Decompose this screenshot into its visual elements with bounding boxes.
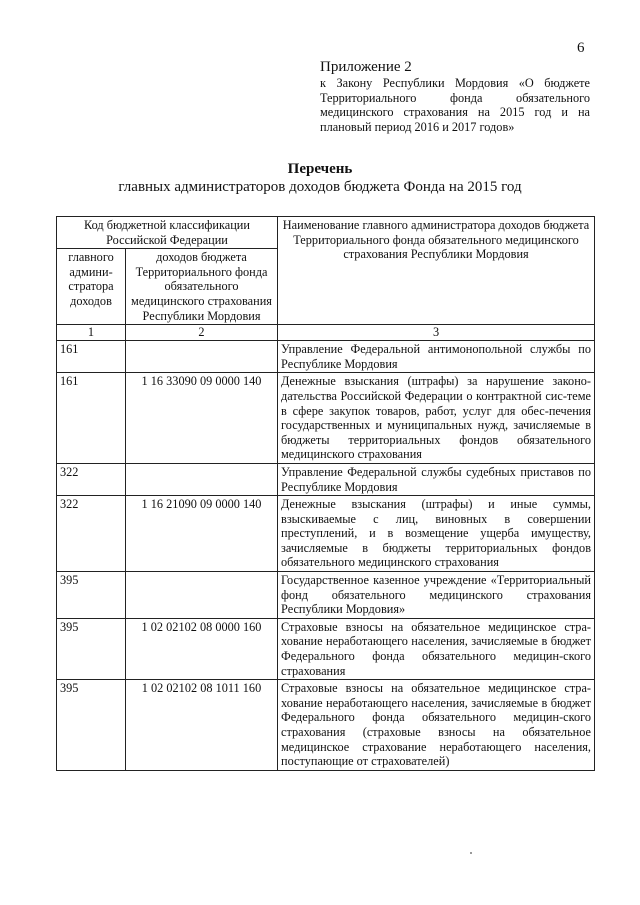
admin-code-cell: 161 [57, 341, 126, 373]
column-number-row [57, 325, 595, 341]
appendix-block [320, 58, 590, 134]
column-number: 2 [126, 325, 278, 341]
table-row [57, 496, 595, 572]
revenue-code-cell [126, 341, 278, 373]
revenue-code-cell: 1 16 33090 09 0000 140 [126, 373, 278, 464]
revenue-description-cell: Денежные взыскания (штрафы) за нарушение законо-дательства Российской Федерации о контрактной сис-теме в сфере закупок товаров, работ, услуг для обес-печения государственных и муниципальных нужд, зачисляемые в бюджеты территориальных фондов обязательного медицинского страхования [278, 373, 595, 464]
revenue-description-cell: Страховые взносы на обязательное медицинское стра-хование неработающего населения, зачисляемые в бюджет Федерального фонда обязательного медицин-ского страхования [278, 618, 595, 679]
document-title: Перечень [287, 161, 353, 177]
revenue-code-cell [126, 572, 278, 619]
column-number: 1 [57, 325, 126, 341]
appendix-text: к Закону Республики Мордовия «О бюджете Территориального фонда обязательного медицинского страхования на 2015 год и на плановый период 2016 и 2017 годов» [320, 76, 590, 134]
admin-code-cell: 322 [57, 463, 126, 495]
admin-code-cell: 395 [57, 618, 126, 679]
revenue-description-cell: Денежные взыскания (штрафы) и иные суммы, взыскиваемые с лиц, виновных в совершении преступлений, и в возмещение ущерба имуществу, зачисляемые в бюджеты территориальных фондов обязательного медицинского страхования [278, 496, 595, 572]
revenue-code-cell: 1 02 02102 08 0000 160 [126, 618, 278, 679]
administrator-name-cell: Управление Федеральной службы судебных приставов по Республике Мордовия [278, 463, 595, 495]
table-row [57, 373, 595, 464]
admin-code-cell: 322 [57, 496, 126, 572]
table-row [57, 341, 595, 373]
administrator-name-cell: Управление Федеральной антимонопольной службы по Республике Мордовия [278, 341, 595, 373]
header-name-column: Наименование главного администратора доходов бюджета Территориального фонда обязательного медицинского страхования Республики Мордовия [278, 217, 595, 325]
table-header-row [57, 217, 595, 249]
admin-code-cell: 395 [57, 680, 126, 771]
header-revenue-code-column: доходов бюджета Территориального фонда обязательного медицинского страхования Республики Мордовия [126, 249, 278, 325]
document-heading [0, 160, 640, 196]
admin-code-cell: 395 [57, 572, 126, 619]
table-row [57, 680, 595, 771]
revenue-code-cell: 1 16 21090 09 0000 140 [126, 496, 278, 572]
administrators-table [56, 216, 595, 771]
column-number: 3 [278, 325, 595, 341]
table-row [57, 618, 595, 679]
revenue-code-cell [126, 463, 278, 495]
revenue-code-cell: 1 02 02102 08 1011 160 [126, 680, 278, 771]
administrator-name-cell: Государственное казенное учреждение «Территориальный фонд обязательного медицинского страхования Республики Мордовия» [278, 572, 595, 619]
table-row [57, 463, 595, 495]
revenue-description-cell: Страховые взносы на обязательное медицинское стра-хование неработающего населения, зачисляемые в бюджет Федерального фонда обязательного медицин-ского страхования (страховые взносы на обязательное медицинское страхование неработающего населения, поступающие от страхователей) [278, 680, 595, 771]
page-number: 6 [577, 40, 585, 56]
document-subtitle: главных администраторов доходов бюджета Фонда на 2015 год [118, 179, 522, 195]
header-classification-group: Код бюджетной классификации Российской Федерации [57, 217, 278, 249]
header-admin-column: главного админи-стратора доходов [57, 249, 126, 325]
scan-speck [470, 852, 472, 854]
admin-code-cell: 161 [57, 373, 126, 464]
table-row [57, 572, 595, 619]
appendix-title: Приложение 2 [320, 59, 412, 75]
